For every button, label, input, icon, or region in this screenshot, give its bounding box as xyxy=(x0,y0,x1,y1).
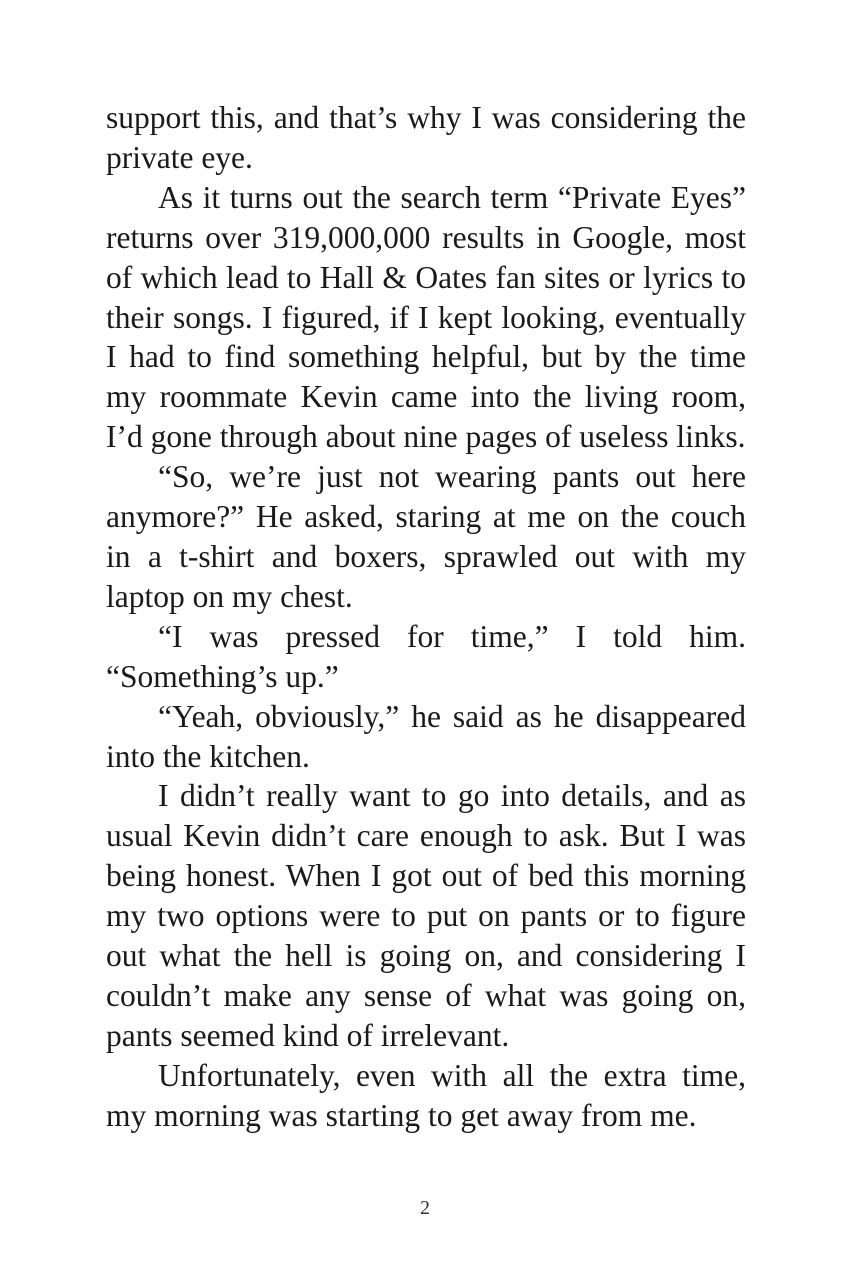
body-text xyxy=(106,98,746,1136)
paragraph-continued: support this, and that’s why I was considering the private eye. xyxy=(106,100,746,175)
page-number: 2 xyxy=(420,1197,430,1219)
paragraph: “I was pressed for time,” I told him. “Something’s up.” xyxy=(106,618,746,694)
paragraph: I didn’t really want to go into details, and as usual Kevin didn’t care enough to ask. But I was being honest. When I got out of bed this morning my two options were to put on pants or to figure out what the hell is going on, and considering I couldn’t make any sense of what was going on, pants seemed kind of irrelevant. xyxy=(106,778,746,1053)
paragraph: Unfortunately, even with all the extra time, my morning was starting to get away from me. xyxy=(106,1057,746,1133)
paragraph: “Yeah, obviously,” he said as he disappeared into the kitchen. xyxy=(106,698,746,774)
paragraph: “So, we’re just not wearing pants out here anymore?” He asked, staring at me on the couch in a t-shirt and boxers, sprawled out with my laptop on my chest. xyxy=(106,459,746,614)
paragraph: As it turns out the search term “Private Eyes” returns over 319,000,000 results in Google, most of which lead to Hall & Oates fan sites or lyrics to their songs. I figured, if I kept looking, eventually I had to find something helpful, but by the time my roommate Kevin came into the living room, I’d gone through about nine pages of useless links. xyxy=(106,179,746,455)
